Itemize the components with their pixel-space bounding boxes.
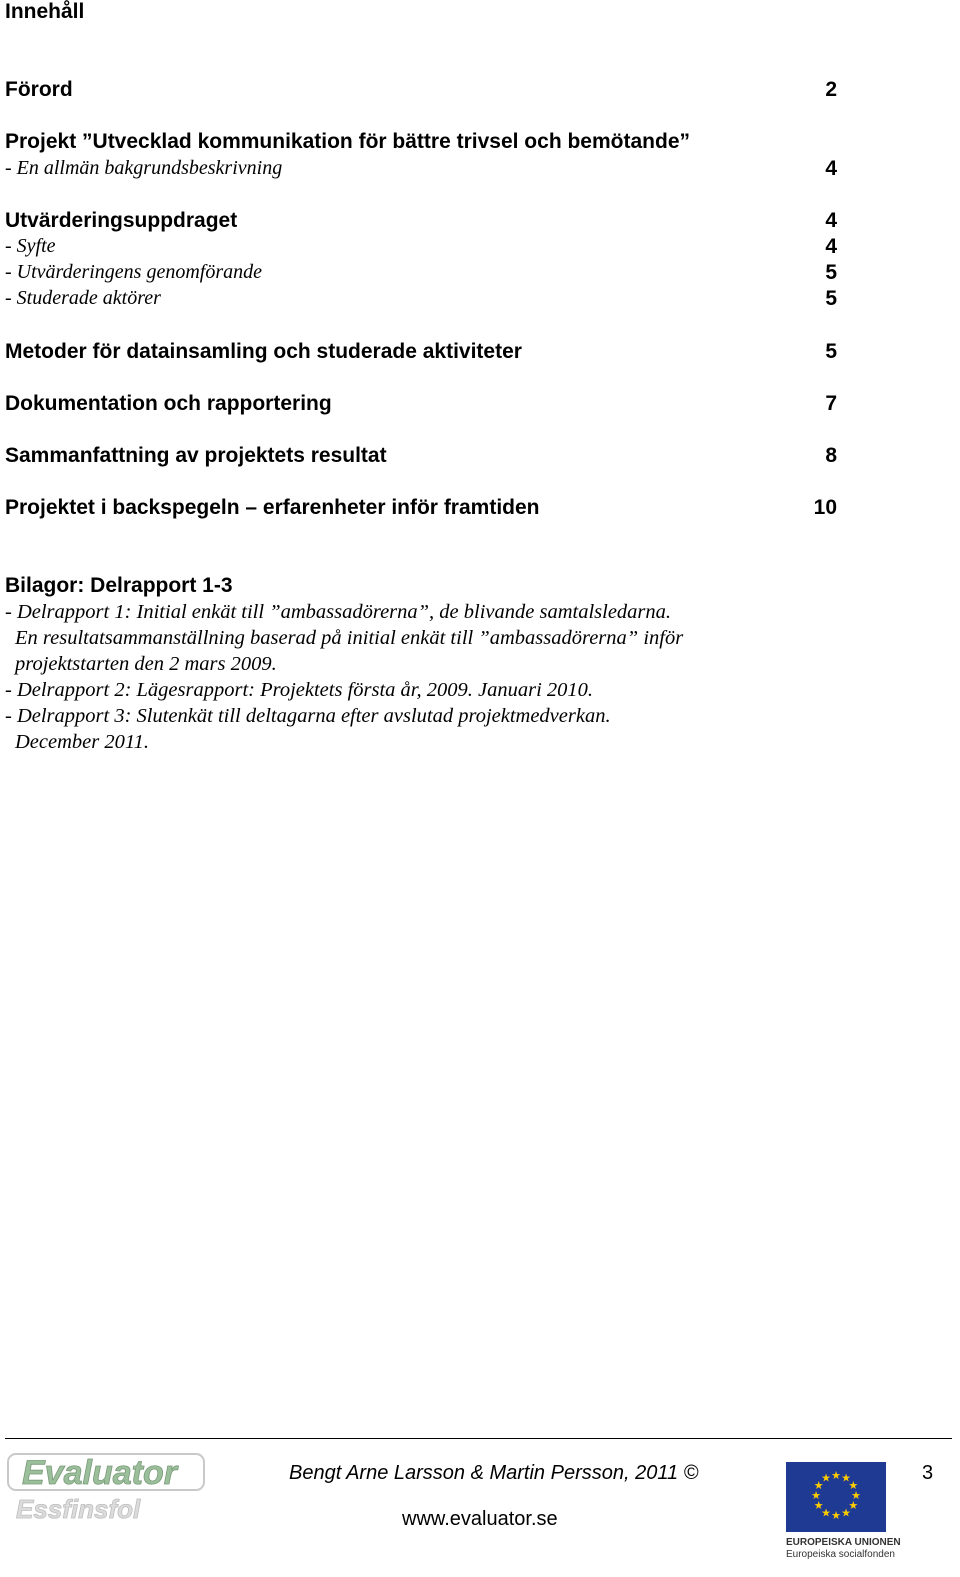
toc-title: Metoder för datainsamling och studerade aktiviteter xyxy=(5,340,522,363)
toc-title: Utvärderingsuppdraget xyxy=(5,209,238,232)
toc-page: 5 xyxy=(825,287,837,310)
appendix-line: December 2011. xyxy=(15,731,149,753)
toc-title: - Syfte xyxy=(5,235,56,257)
logo-sub-text: Essfinsfol xyxy=(16,1494,141,1524)
svg-text:★: ★ xyxy=(831,1469,841,1482)
toc-page: 2 xyxy=(825,78,837,101)
toc-title: Projekt ”Utvecklad kommunikation för bättre trivsel och bemötande” xyxy=(5,130,690,153)
toc-page: 4 xyxy=(825,157,837,180)
eu-label-fund: Europeiska socialfonden xyxy=(786,1549,895,1560)
svg-text:★: ★ xyxy=(848,1499,859,1512)
svg-text:★: ★ xyxy=(813,1499,824,1512)
svg-text:★: ★ xyxy=(851,1489,861,1502)
page-heading: Innehåll xyxy=(5,0,85,23)
eu-flag-icon xyxy=(786,1462,886,1532)
footer-authors: Bengt Arne Larsson & Martin Persson, 2011 © xyxy=(289,1462,699,1484)
eu-label-union: EUROPEISKA UNIONEN xyxy=(786,1537,901,1548)
toc-title: Projektet i backspegeln – erfarenheter inför framtiden xyxy=(5,496,540,519)
svg-text:★: ★ xyxy=(841,1506,851,1520)
svg-text:★: ★ xyxy=(841,1471,851,1485)
toc-title: - Studerade aktörer xyxy=(5,287,161,309)
footer-divider xyxy=(5,1438,952,1439)
appendix-line: - Delrapport 3: Slutenkät till deltagarna efter avslutad projektmedverkan. xyxy=(5,705,611,727)
appendix-line: - Delrapport 1: Initial enkät till ”ambassadörerna”, de blivande samtalsledarna. xyxy=(5,601,672,623)
eu-logo xyxy=(786,1462,901,1561)
toc-page: 4 xyxy=(825,235,837,258)
svg-text:★: ★ xyxy=(811,1489,821,1502)
svg-text:★: ★ xyxy=(813,1479,824,1492)
toc-page: 5 xyxy=(825,261,837,284)
svg-text:★: ★ xyxy=(848,1479,859,1492)
svg-text:★: ★ xyxy=(821,1506,831,1520)
footer-url: www.evaluator.se xyxy=(402,1508,558,1530)
toc-title: Sammanfattning av projektets resultat xyxy=(5,444,387,467)
toc-page: 10 xyxy=(813,496,837,519)
evaluator-logo xyxy=(6,1448,212,1533)
toc-page: 8 xyxy=(825,444,837,467)
toc-page: 5 xyxy=(825,340,837,363)
toc-title: - Utvärderingens genomförande xyxy=(5,261,262,283)
appendix-line: - Delrapport 2: Lägesrapport: Projektets första år, 2009. Januari 2010. xyxy=(5,679,594,701)
toc-title: Förord xyxy=(5,78,73,101)
toc-title: Dokumentation och rapportering xyxy=(5,392,332,415)
toc-title: - En allmän bakgrundsbeskrivning xyxy=(5,157,283,179)
toc-page: 4 xyxy=(825,209,837,232)
appendix-line: projektstarten den 2 mars 2009. xyxy=(15,653,277,675)
appendix-line: En resultatsammanställning baserad på initial enkät till ”ambassadörerna” inför xyxy=(15,627,684,649)
page-number: 3 xyxy=(922,1462,934,1484)
logo-main-text: Evaluator xyxy=(22,1454,177,1492)
toc-page: 7 xyxy=(825,392,837,415)
svg-text:★: ★ xyxy=(821,1471,831,1485)
svg-text:★: ★ xyxy=(831,1509,841,1522)
appendix-heading: Bilagor: Delrapport 1-3 xyxy=(5,574,233,597)
